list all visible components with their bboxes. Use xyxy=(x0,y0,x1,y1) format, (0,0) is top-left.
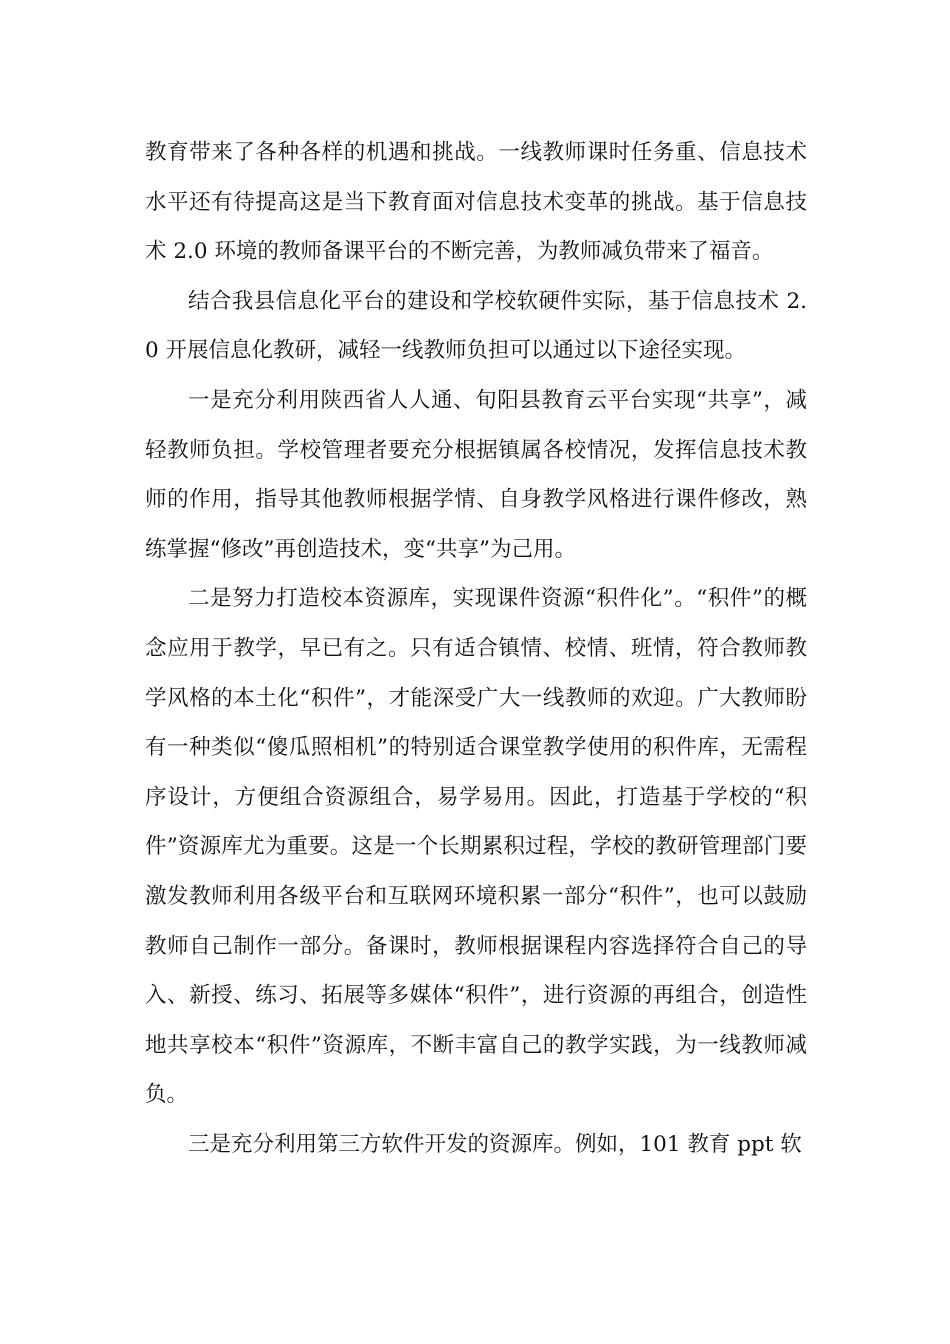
paragraph-point-two: 二是努力打造校本资源库，实现课件资源“积件化”。“积件”的概念应用于教学，早已有之。只有适合镇情、校情、班情，符合教师教学风格的本土化“积件”，才能深受广大一线教师的欢迎。广大教师盼有一种类似“傻瓜照相机”的特别适合课堂教学使用的积件库，无需程序设计，方便组合资源组合，易学易用。因此，打造基于学校的“积件”资源库尤为重要。这是一个长期累积过程，学校的教研管理部门要激发教师利用各级平台和互联网环境积累一部分“积件”，也可以鼓励教师自己制作一部分。备课时，教师根据课程内容选择符合自己的导入、新授、练习、拓展等多媒体“积件”，进行资源的再组合，创造性地共享校本“积件”资源库，不断丰富自己的教学实践，为一线教师减负。 xyxy=(145,586,807,1108)
paragraph-point-three: 三是充分利用第三方软件开发的资源库。例如，101 教育 ppt 软 xyxy=(188,1131,802,1157)
paragraph-point-one: 一是充分利用陕西省人人通、旬阳县教育云平台实现“共享”，减轻教师负担。学校管理者要充分根据镇属各校情况，发挥信息技术教师的作用，指导其他教师根据学情、自身教学风格进行课件修改，熟练掌握“修改”再创造技术，变“共享”为己用。 xyxy=(145,387,807,562)
document-body xyxy=(145,128,807,1169)
paragraph-approach-intro: 结合我县信息化平台的建设和学校软硬件实际，基于信息技术 2.0 开展信息化教研，减轻一线教师负担可以通过以下途径实现。 xyxy=(145,288,807,364)
paragraph-opening: 教育带来了各种各样的机遇和挑战。一线教师课时任务重、信息技术水平还有待提高这是当下教育面对信息技术变革的挑战。基于信息技术 2.0 环境的教师备课平台的不断完善，为教师减负带来了福音。 xyxy=(145,140,807,265)
